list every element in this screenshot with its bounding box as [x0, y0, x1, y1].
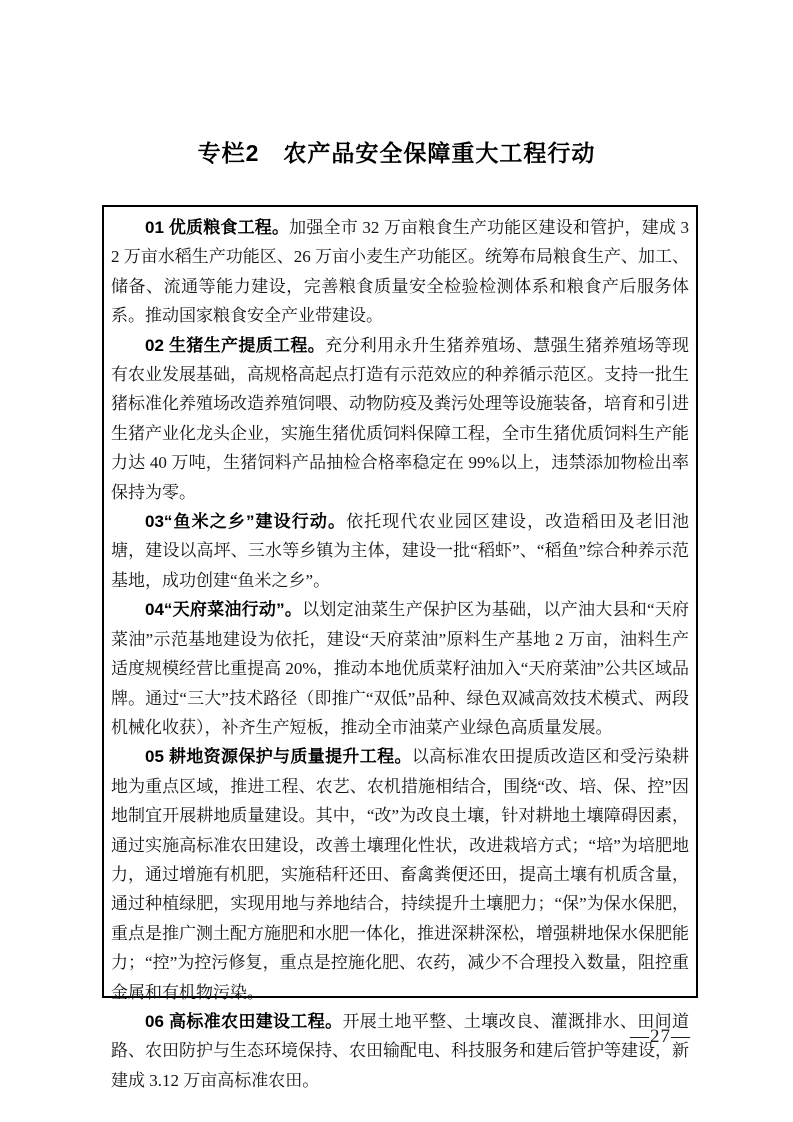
panel-item-01	[111, 213, 689, 331]
panel-item-01-body: 加强全市 32 万亩粮食生产功能区建设和管护，建成 32 万亩水稻生产功能区、26 万亩小麦生产功能区。统筹布局粮食生产、加工、储备、流通等能力建设，完善粮食质量安全检验检测体系和粮食产后服务体系。推动国家粮食安全产业带建设。	[111, 218, 690, 326]
panel-item-05-body: 以高标准农田提质改造区和受污染耕地为重点区域，推进工程、农艺、农机措施相结合，围绕“改、培、保、控”因地制宜开展耕地质量建设。其中，“改”为改良土壤，针对耕地土壤障碍因素，通过实施高标准农田建设，改善土壤理化性状，改进栽培方式；“培”为培肥地力，通过增施有机肥，实施秸秆还田、畜禽粪便还田，提高土壤有机质含量，通过种植绿肥，实现用地与养地结合，持续提升土壤肥力；“保”为保水保肥，重点是推广测土配方施肥和水肥一体化，推进深耕深松，增强耕地保水保肥能力；“控”为控污修复，重点是控施化肥、农药，减少不合理投入数量，阻控重金属和有机物污染。	[111, 747, 689, 1002]
panel-item-03	[111, 507, 689, 595]
panel-item-03-label: 03“鱼米之乡”建设行动。	[145, 512, 347, 532]
panel-item-01-label: 01 优质粮食工程。	[145, 218, 290, 237]
panel-item-06-label: 06 高标准农田建设工程。	[145, 1011, 343, 1031]
panel-item-02	[111, 331, 689, 507]
panel-item-04-body: 以划定油菜生产保护区为基础，以产油大县和“天府菜油”示范基地建设为依托，建设“天府菜油”原料生产基地 2 万亩，油料生产适度规模经营比重提高 20%，推动本地优质菜籽油加入“天府菜油”公共区域品牌。通过“三大”技术路径（即推广“双低”品种、绿色双减高效技术模式、两段机械化收获），补齐生产短板，推动全市油菜产业绿色高质量发展。	[111, 600, 689, 737]
page-title: 专栏2 农产品安全保障重大工程行动	[197, 140, 596, 166]
panel-item-06-body: 开展土地平整、土壤改良、灌溉排水、田间道路、农田防护与生态环境保持、农田输配电、科技服务和建后管护等建设，新建成 3.12 万亩高标准农田。	[111, 1011, 689, 1090]
panel-item-04-label: 04“天府菜油行动”。	[145, 600, 303, 620]
panel-item-05	[111, 742, 689, 1007]
panel-item-05-label: 05 耕地资源保护与质量提升工程。	[145, 747, 412, 767]
panel-item-02-label: 02 生猪生产提质工程。	[145, 335, 326, 355]
panel-item-04	[111, 595, 689, 742]
panel-item-02-body: 充分利用永升生猪养殖场、慧强生猪养殖场等现有农业发展基础，高规格高起点打造有示范效应的种养循示范区。支持一批生猪标准化养殖场改造养殖饲喂、动物防疫及粪污处理等设施装备，培育和引进生猪产业化龙头企业，实施生猪优质饲料保障工程，全市生猪优质饲料生产能力达 40 万吨，生猪饲料产品抽检合格率稳定在 99%以上，违禁添加物检出率保持为零。	[111, 335, 689, 502]
panel-item-06	[111, 1007, 689, 1095]
panel-item-03-body: 依托现代农业园区建设，改造稻田及老旧池塘，建设以高坪、三水等乡镇为主体，建设一批“稻虾”、“稻鱼”综合种养示范基地，成功创建“鱼米之乡”。	[111, 512, 689, 590]
page-number: —27—	[630, 1026, 691, 1047]
